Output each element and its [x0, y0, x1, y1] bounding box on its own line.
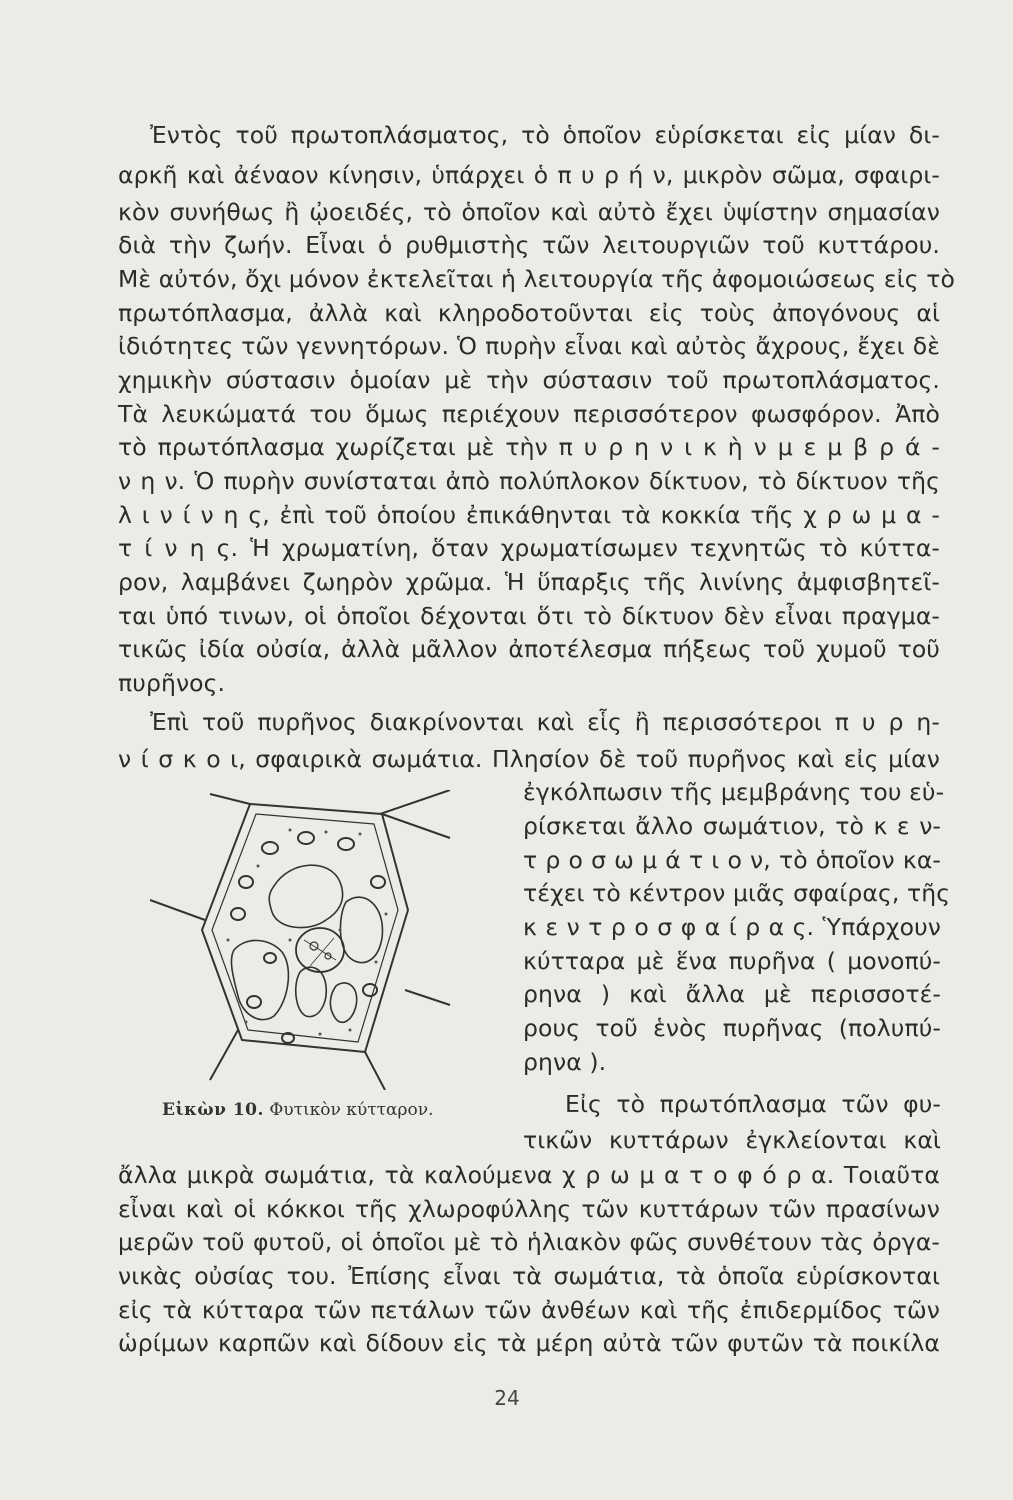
figure-caption: [162, 1098, 433, 1122]
text-line: χημικὴν σύστασιν ὁμοίαν μὲ τὴν σύστασιν τοῦ πρωτοπλάσματος.: [118, 366, 940, 394]
text-line: ν η ν. Ὁ πυρὴν συνίσταται ἀπὸ πολύπλοκον δίκτυον, τὸ δίκτυον τῆς: [118, 467, 940, 495]
text-line: τὸ πρωτόπλασμα χωρίζεται μὲ τὴν π υ ρ η ν ι κ ὴ ν μ ε μ β ρ ά -: [118, 433, 940, 461]
figure-caption-text: Φυτικὸν κύτταρον.: [269, 1100, 434, 1120]
side-text-line: ἐγκόλπωσιν τῆς μεμβράνης του εὑ-: [523, 778, 945, 806]
side-text-line: κύτταρα μὲ ἕνα πυρῆνα ( μονοπύ-: [523, 947, 941, 975]
text-line: Ἐπὶ τοῦ πυρῆνος διακρίνονται καὶ εἷς ἢ περισσότεροι π υ ρ η-: [150, 708, 940, 736]
side-text-line: κ ε ν τ ρ ο σ φ α ί ρ α ς. Ὑπάρχουν: [523, 913, 941, 941]
text-line: Μὲ αὐτόν, ὄχι μόνον ἐκτελεῖται ἡ λειτουργία τῆς ἀφομοιώσεως εἰς τὸ: [118, 265, 955, 293]
text-line: πυρῆνος.: [118, 669, 226, 697]
text-line: μερῶν τοῦ φυτοῦ, οἱ ὁποῖοι μὲ τὸ ἡλιακὸν φῶς συνθέτουν τὰς ὀργα-: [118, 1228, 940, 1256]
text-line: Ἐντὸς τοῦ πρωτοπλάσματος, τὸ ὁποῖον εὑρίσκεται εἰς μίαν δι-: [150, 121, 940, 149]
page-number: 24: [494, 1386, 520, 1410]
text-line: τ ί ν η ς. Ἡ χρωματίνη, ὅταν χρωματίσωμεν τεχνητῶς τὸ κύττα-: [118, 534, 940, 562]
text-line: ἰδιότητες τῶν γεννητόρων. Ὁ πυρὴν εἶναι καὶ αὐτὸς ἄχρους, ἔχει δὲ: [118, 332, 940, 360]
side-text-line: τ ρ ο σ ω μ ά τ ι ο ν, τὸ ὁποῖον κα-: [523, 846, 941, 874]
text-line: διὰ τὴν ζωήν. Εἶναι ὁ ρυθμιστὴς τῶν λειτουργιῶν τοῦ κυττάρου.: [118, 231, 940, 259]
text-line: ἄλλα μικρὰ σωμάτια, τὰ καλούμενα χ ρ ω μ α τ ο φ ό ρ α. Τοιαῦτα: [118, 1161, 940, 1189]
text-line: Τὰ λευκώματά του ὅμως περιέχουν περισσότερον φωσφόρον. Ἀπὸ: [118, 400, 940, 428]
side-text-line: τέχει τὸ κέντρον μιᾶς σφαίρας, τῆς: [523, 879, 951, 907]
text-line: λ ι ν ί ν η ς, ἐπὶ τοῦ ὁποίου ἐπικάθηνται τὰ κοκκία τῆς χ ρ ω μ α -: [118, 501, 940, 529]
figure-caption-label: Εἰκὼν 10.: [162, 1100, 264, 1120]
text-line: ν ί σ κ ο ι, σφαιρικὰ σωμάτια. Πλησίον δὲ τοῦ πυρῆνος καὶ εἰς μίαν: [118, 745, 940, 773]
text-line: κὸν συνήθως ἢ ᾠοειδές, τὸ ὁποῖον καὶ αὐτὸ ἔχει ὑψίστην σημασίαν: [118, 198, 940, 226]
side-text-line: ρους τοῦ ἑνὸς πυρῆνας (πολυπύ-: [523, 1014, 941, 1042]
text-line: εἶναι καὶ οἱ κόκκοι τῆς χλωροφύλλης τῶν κυττάρων τῶν πρασίνων: [118, 1195, 940, 1223]
text-line: αρκῆ καὶ ἀέναον κίνησιν, ὑπάρχει ὁ π υ ρ ή ν, μικρὸν σῶμα, σφαιρι-: [118, 161, 940, 189]
text-line: νικὰς οὐσίας του. Ἐπίσης εἶναι τὰ σωμάτια, τὰ ὁποῖα εὑρίσκονται: [118, 1262, 940, 1290]
side-text-line: ρηνα ).: [523, 1048, 607, 1076]
text-line: ρον, λαμβάνει ζωηρὸν χρῶμα. Ἡ ὕπαρξις τῆς λινίνης ἀμφισβητεῖ-: [118, 568, 940, 596]
text-line: εἰς τὰ κύτταρα τῶν πετάλων τῶν ἀνθέων καὶ τῆς ἐπιδερμίδος τῶν: [118, 1296, 940, 1324]
side-text-line: τικῶν κυττάρων ἐγκλείονται καὶ: [523, 1126, 941, 1154]
side-text-line: ρηνα ) καὶ ἄλλα μὲ περισσοτέ-: [523, 980, 941, 1008]
text-line: τικῶς ἰδία οὐσία, ἀλλὰ μᾶλλον ἀποτέλεσμα πήξεως τοῦ χυμοῦ τοῦ: [118, 635, 940, 663]
side-text-line: Εἰς τὸ πρωτόπλασμα τῶν φυ-: [565, 1090, 941, 1118]
text-line: πρωτόπλασμα, ἀλλὰ καὶ κληροδοτοῦνται εἰς τοὺς ἀπογόνους αἱ: [118, 299, 940, 327]
plant-cell-figure: [150, 790, 510, 1090]
text-line: ὡρίμων καρπῶν καὶ δίδουν εἰς τὰ μέρη αὐτὰ τῶν φυτῶν τὰ ποικίλα: [118, 1329, 940, 1357]
side-text-line: ρίσκεται ἄλλο σωμάτιον, τὸ κ ε ν-: [523, 812, 941, 840]
text-line: ται ὑπό τινων, οἱ ὁποῖοι δέχονται ὅτι τὸ δίκτυον δὲν εἶναι πραγμα-: [118, 602, 940, 630]
